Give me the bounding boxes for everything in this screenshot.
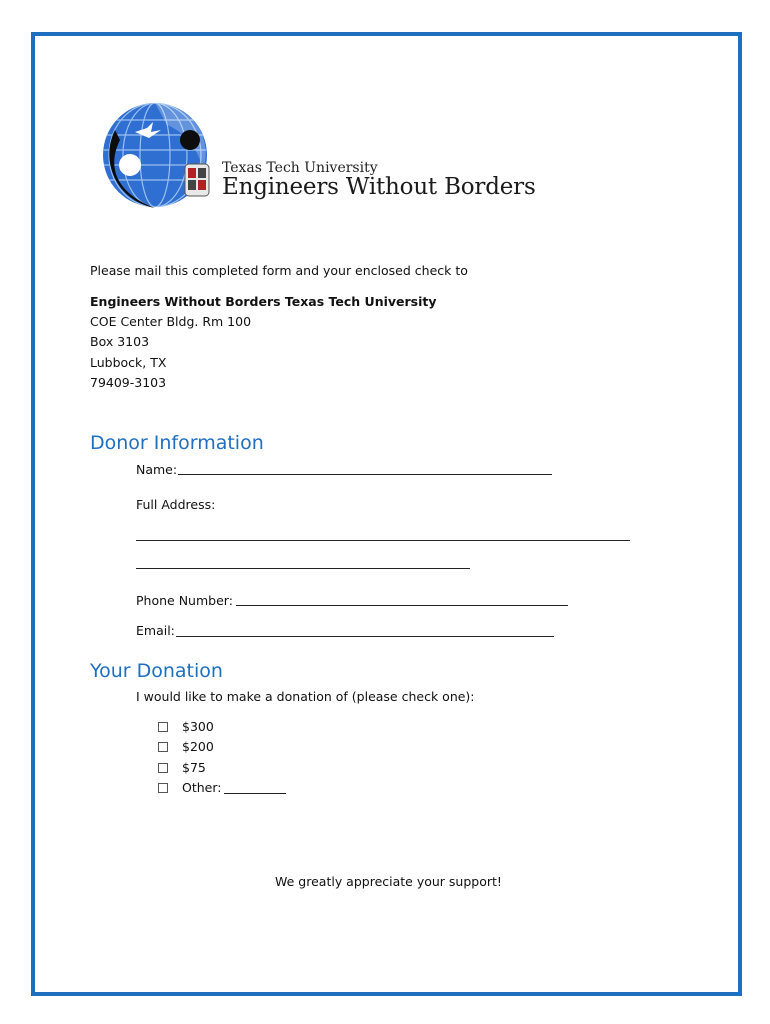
donation-option-300[interactable] <box>158 719 214 734</box>
email-field[interactable] <box>176 636 554 637</box>
logo-org-name: Engineers Without Borders <box>222 174 536 200</box>
checkbox-icon[interactable] <box>158 722 168 732</box>
option-label: $75 <box>182 760 206 775</box>
donation-option-other[interactable] <box>158 780 221 795</box>
other-amount-field[interactable] <box>224 793 286 794</box>
checkbox-icon[interactable] <box>158 742 168 752</box>
ewb-logo <box>95 100 535 218</box>
address-org: Engineers Without Borders Texas Tech University <box>90 294 437 309</box>
address-field-line-1[interactable] <box>136 540 630 541</box>
logo-university-name: Texas Tech University <box>222 160 378 176</box>
address-field-line-2[interactable] <box>136 568 470 569</box>
checkbox-icon[interactable] <box>158 763 168 773</box>
donation-prompt: I would like to make a donation of (please check one): <box>136 689 475 704</box>
donation-option-75[interactable] <box>158 760 206 775</box>
address-line-2: Box 3103 <box>90 334 150 349</box>
name-label: Name: <box>136 462 178 477</box>
address-line-1: COE Center Bldg. Rm 100 <box>90 314 252 329</box>
donation-heading: Your Donation <box>90 660 223 682</box>
address-line-4: 79409-3103 <box>90 375 167 390</box>
phone-field[interactable] <box>236 605 568 606</box>
closing-message: We greatly appreciate your support! <box>275 874 502 889</box>
option-label: $200 <box>182 739 214 754</box>
address-line-3: Lubbock, TX <box>90 355 167 370</box>
option-label: Other: <box>182 780 222 795</box>
donor-info-heading: Donor Information <box>90 432 264 454</box>
email-label: Email: <box>136 623 175 638</box>
mail-instructions: Please mail this completed form and your enclosed check to <box>90 263 468 278</box>
full-address-label: Full Address: <box>136 497 216 512</box>
phone-label: Phone Number: <box>136 593 233 608</box>
option-label: $300 <box>182 719 214 734</box>
checkbox-icon[interactable] <box>158 783 168 793</box>
name-field[interactable] <box>178 474 552 475</box>
donation-option-200[interactable] <box>158 739 214 754</box>
